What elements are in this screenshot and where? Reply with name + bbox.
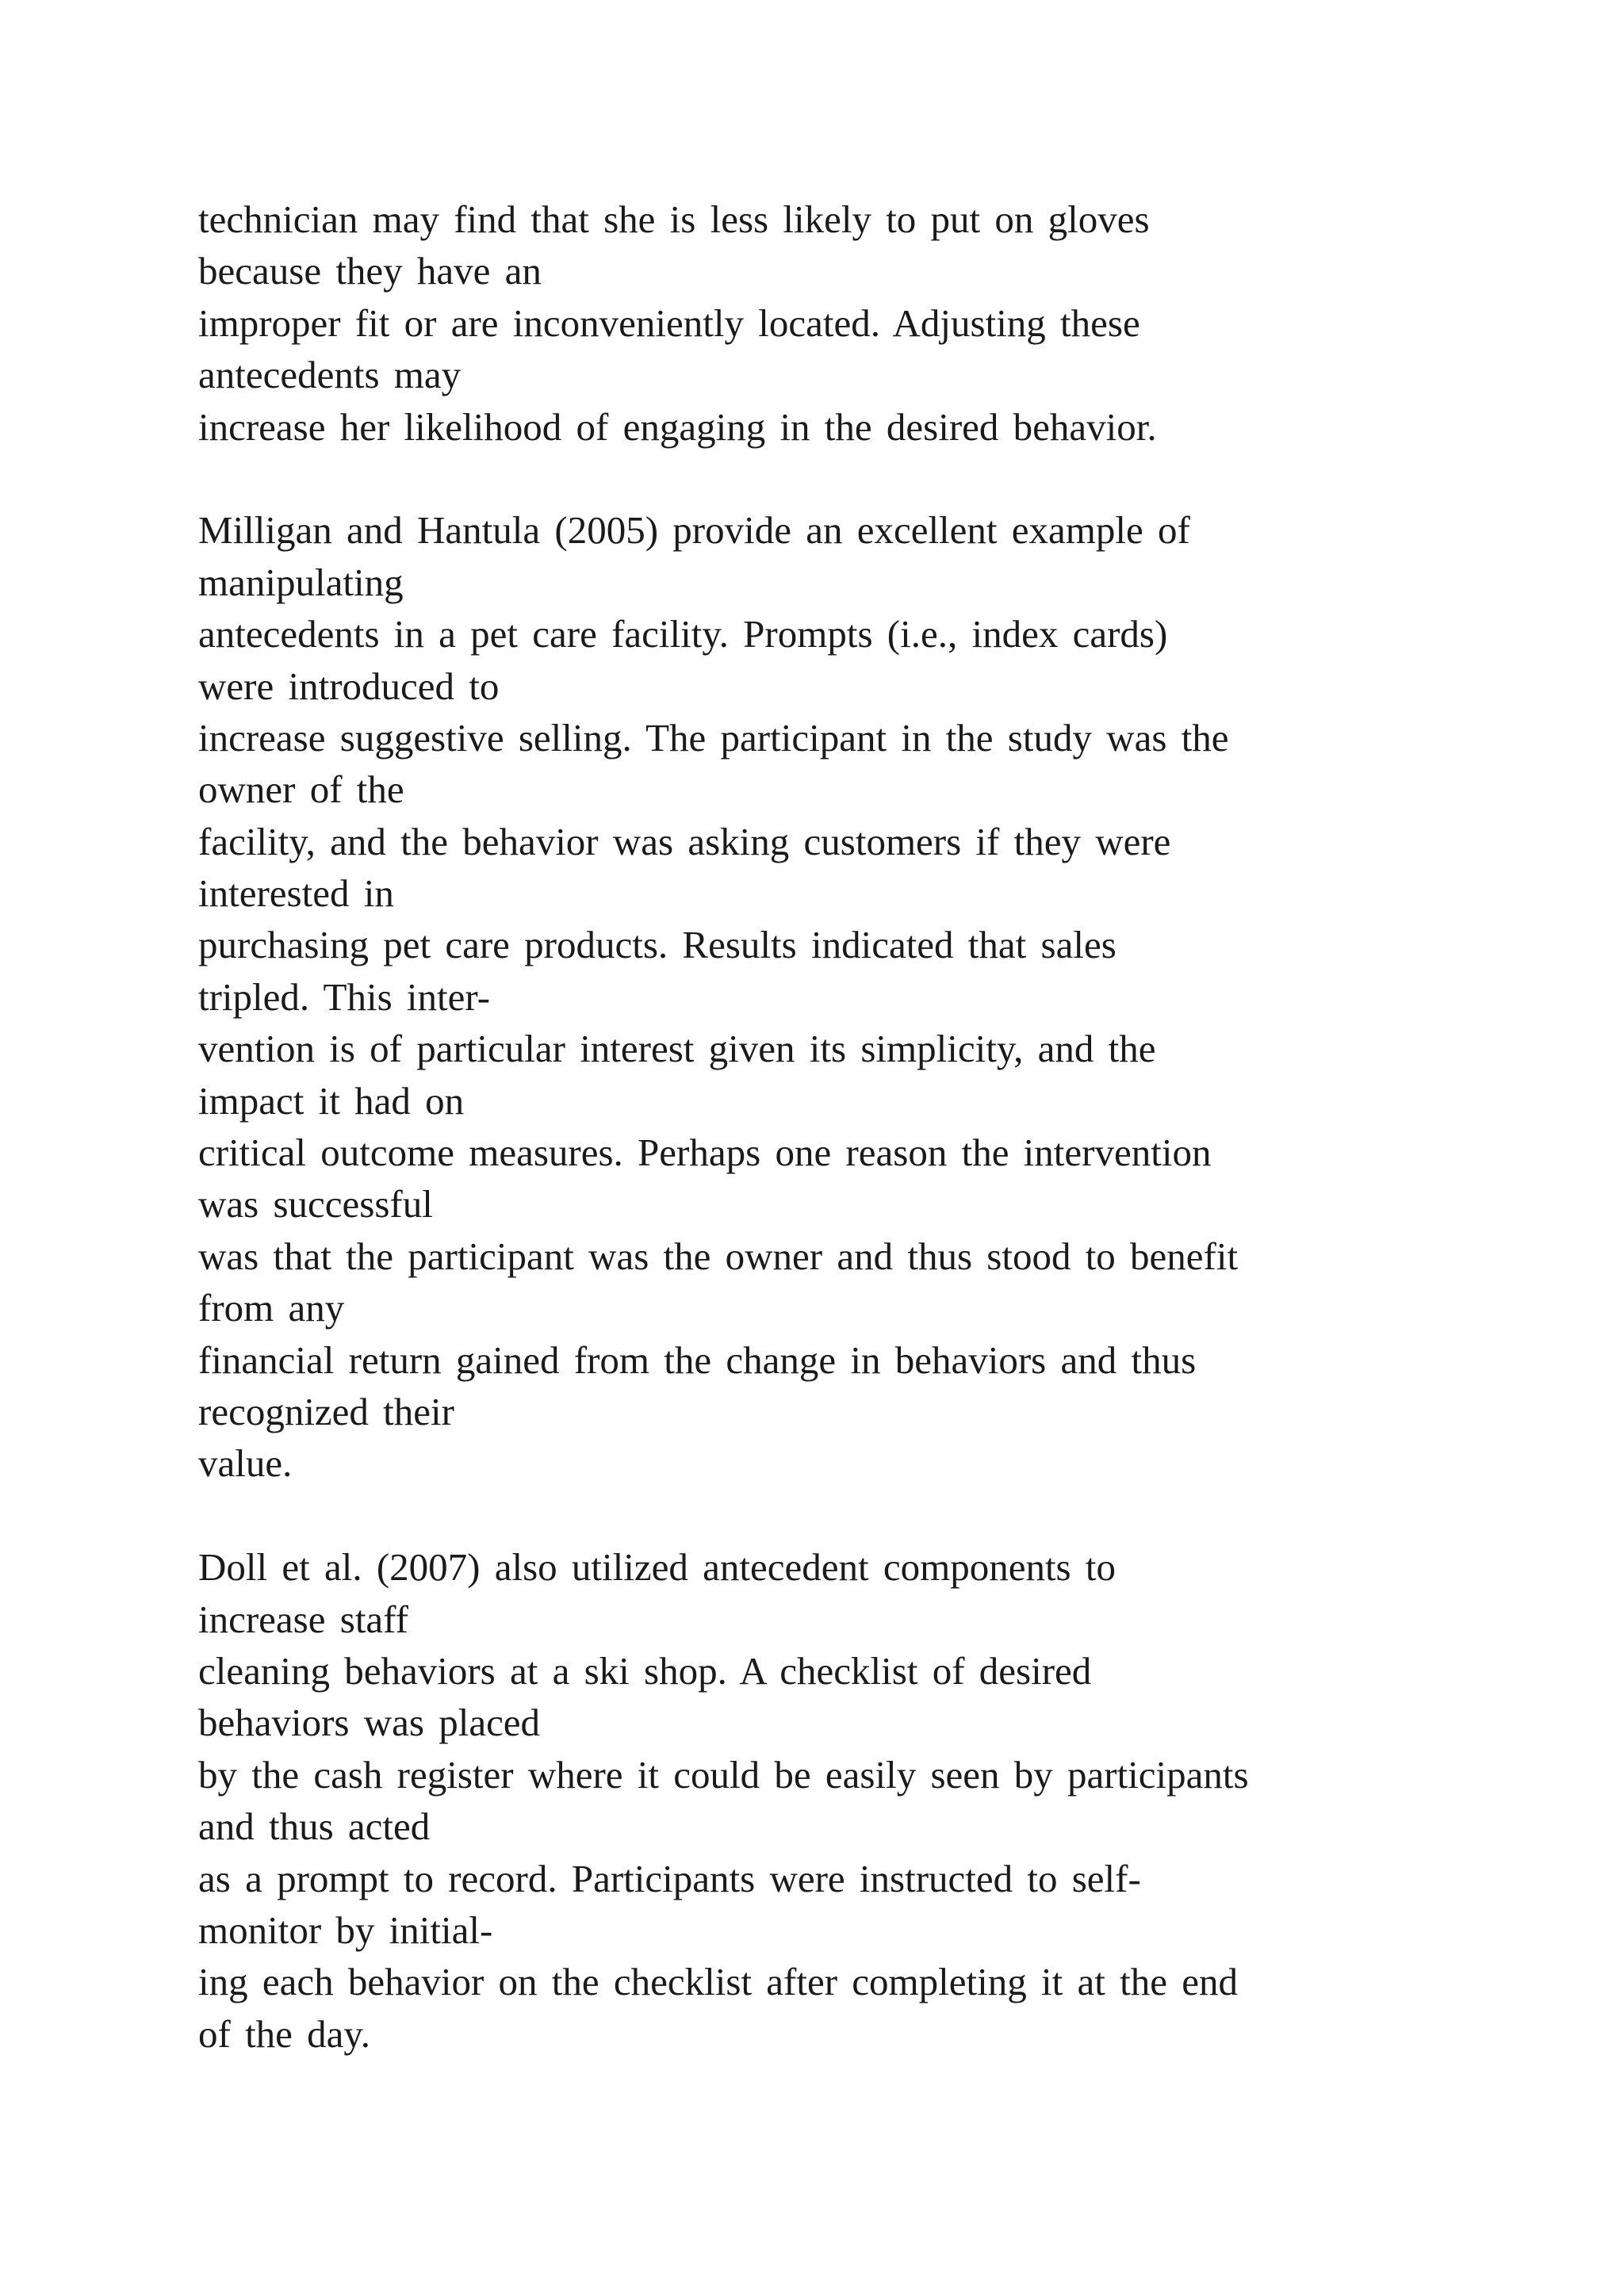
text-line: was successful [198,1182,433,1226]
text-line: behaviors was placed [198,1701,541,1745]
text-line: value. [198,1441,293,1486]
text-line: impact it had on [198,1078,465,1123]
text-line: owner of the [198,767,404,812]
text-line: cleaning behaviors at a ski shop. A checklist of desired [198,1648,1092,1693]
text-line: increase her likelihood of engaging in the desired behavior. [198,404,1157,449]
text-line: facility, and the behavior was asking customers if they were [198,819,1171,863]
text-line: because they have an [198,249,542,293]
text-line: antecedents may [198,353,462,397]
paragraph-gap [198,1490,1499,1541]
paragraph-3 [198,1541,1499,2060]
text-line: technician may find that she is less likely to put on gloves [198,197,1150,241]
paragraph-1 [198,193,1499,453]
text-line: monitor by initial- [198,1908,493,1952]
document-body [198,193,1499,2060]
text-line: critical outcome measures. Perhaps one reason the intervention [198,1131,1212,1175]
text-line: purchasing pet care products. Results indicated that sales [198,923,1116,967]
text-line: increase suggestive selling. The participant in the study was the [198,715,1229,760]
paragraph-2 [198,504,1499,1489]
text-line: as a prompt to record. Participants were instructed to self- [198,1856,1141,1900]
text-line: ing each behavior on the checklist after completing it at the end [198,1960,1238,2004]
text-line: from any [198,1286,345,1330]
text-line: manipulating [198,560,404,604]
text-line: increase staff [198,1597,408,1641]
text-line: of the day. [198,2011,370,2056]
text-line: antecedents in a pet care facility. Prompts (i.e., index cards) [198,612,1168,656]
text-line: were introduced to [198,664,500,708]
text-line: Doll et al. (2007) also utilized antecedent components to [198,1545,1116,1590]
text-line: improper fit or are inconveniently located. Adjusting these [198,300,1140,345]
text-line: was that the participant was the owner and thus stood to benefit [198,1234,1239,1278]
text-line: Milligan and Hantula (2005) provide an excellent example of [198,508,1190,553]
text-line: recognized their [198,1389,454,1433]
text-line: interested in [198,871,394,916]
text-line: and thus acted [198,1804,431,1849]
text-line: tripled. This inter- [198,974,491,1019]
text-line: financial return gained from the change in behaviors and thus [198,1337,1197,1382]
paragraph-gap [198,453,1499,504]
text-line: by the cash register where it could be easily seen by participants [198,1752,1249,1797]
text-line: vention is of particular interest given its simplicity, and the [198,1027,1156,1071]
